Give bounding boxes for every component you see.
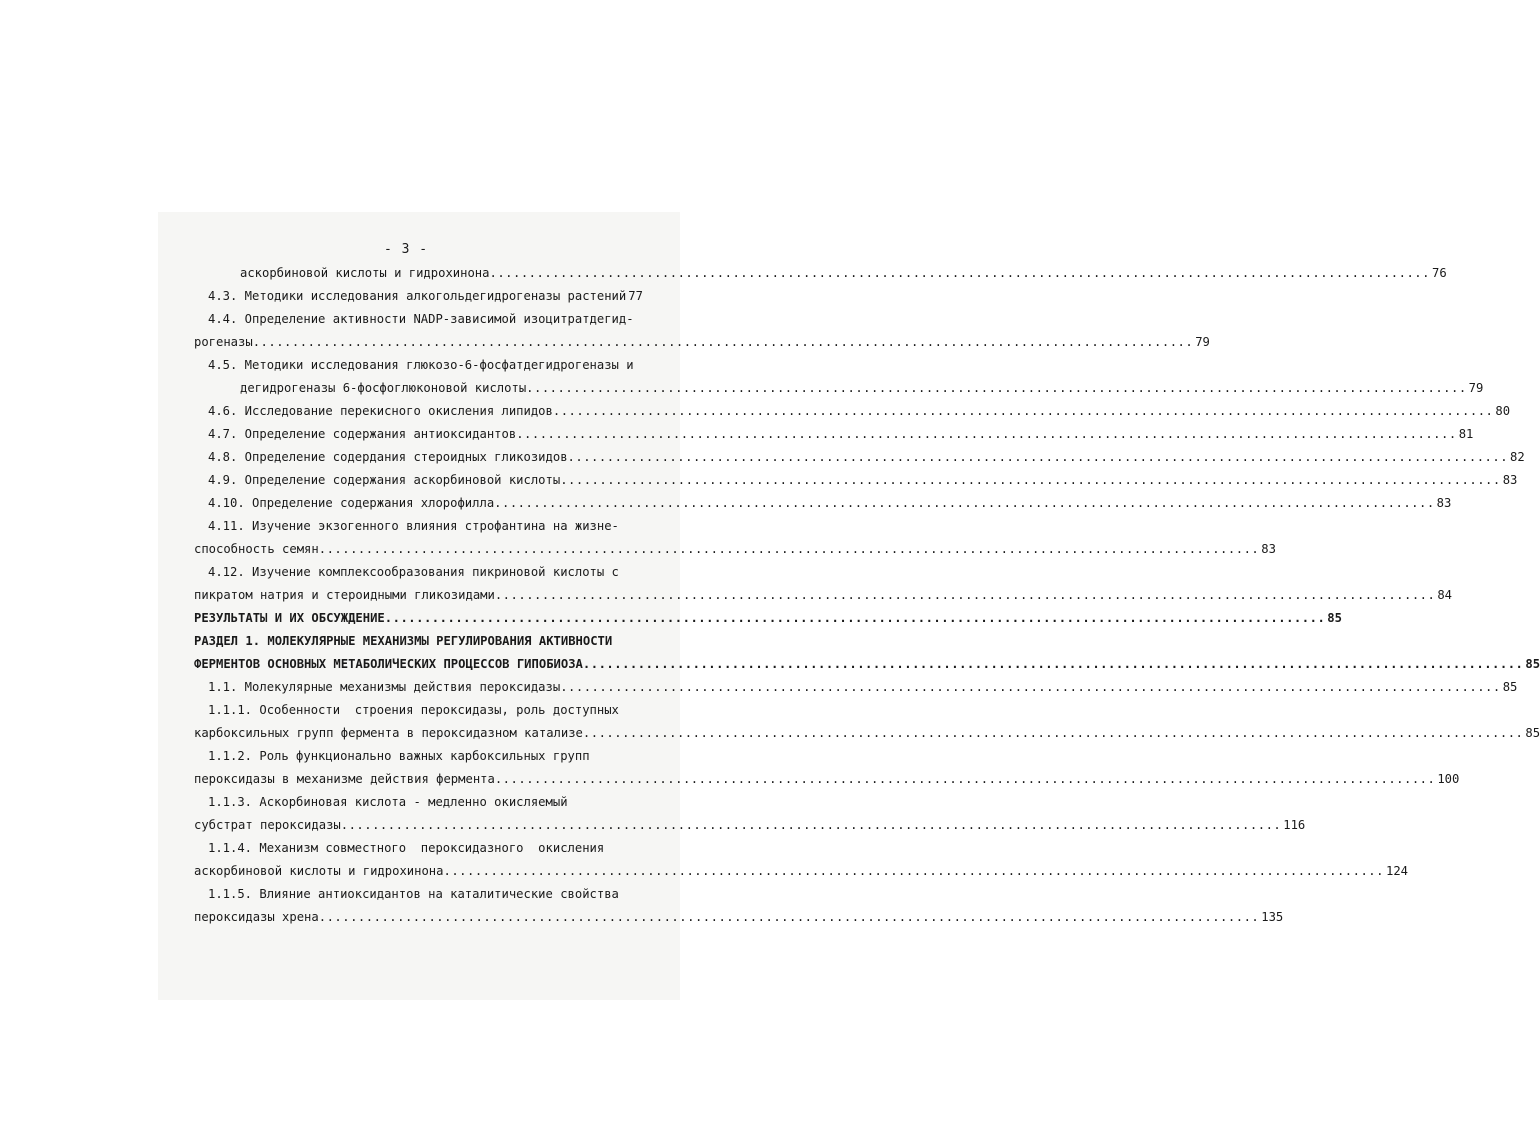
toc-entry: пикратом натрия и стероидными гликозидами ..... 84 <box>194 588 640 603</box>
toc-entry: 1.1.3. Аскорбиновая кислота - медленно окисляемый <box>208 795 568 809</box>
toc-entry: дегидрогеназы 6-фосфоглюконовой кислоты ..... 79 <box>240 381 640 396</box>
toc-entry: 4.3. Методики исследования алкогольдегидрогеназы растений 77 <box>208 289 643 303</box>
toc-entry: 4.8. Определение содердания стероидных гликозидов ..... 82 <box>208 450 640 465</box>
toc-entry: 1.1.1. Особенности строения пероксидазы, роль доступных <box>208 703 619 717</box>
paper-sheet <box>158 212 680 1000</box>
toc-entry: 4.12. Изучение комплексообразования пикриновой кислоты с <box>208 565 619 579</box>
toc-entry: аскорбиновой кислоты и гидрохинона ..... 124 <box>194 864 640 879</box>
toc-entry: 1.1.5. Влияние антиоксидантов на каталитические свойства <box>208 887 619 901</box>
toc-entry: 4.11. Изучение экзогенного влияния строфантина на жизне- <box>208 519 619 533</box>
toc-entry: 4.4. Определение активности NADP-зависимой изоцитратдегид- <box>208 312 634 326</box>
toc-entry: пероксидазы хрена ..... 135 <box>194 910 640 925</box>
toc-entry: 1.1. Молекулярные механизмы действия пероксидазы ..... 85 <box>208 680 640 695</box>
toc-entry: 4.7. Определение содержания антиоксидантов ..... 81 <box>208 427 640 442</box>
page-number: - 3 - <box>384 242 429 257</box>
toc-entry: рогеназы ..... 79 <box>194 335 640 350</box>
toc-entry: карбоксильных групп фермента в пероксидазном катализе ..... 85 <box>194 726 640 741</box>
toc-entry: способность семян ..... 83 <box>194 542 640 557</box>
toc-entry: пероксидазы в механизме действия фермента ..... 100 <box>194 772 640 787</box>
toc-entry: 4.5. Методики исследования глюкозо-6-фосфатдегидрогеназы и <box>208 358 634 372</box>
toc-entry: аскорбиновой кислоты и гидрохинона ..... 76 <box>240 266 640 281</box>
toc-section-heading: ФЕРМЕНТОВ ОСНОВНЫХ МЕТАБОЛИЧЕСКИХ ПРОЦЕССОВ ГИПОБИОЗА ..... 85 <box>194 657 640 672</box>
toc-entry: 4.6. Исследование перекисного окисления липидов ..... 80 <box>208 404 640 419</box>
toc-entry: 4.10. Определение содержания хлорофилла ..... 83 <box>208 496 640 511</box>
toc-entry: 1.1.2. Роль функционально важных карбоксильных групп <box>208 749 590 763</box>
toc-entry: 1.1.4. Механизм совместного пероксидазного окисления <box>208 841 605 855</box>
toc-section-heading: РАЗДЕЛ 1. МОЛЕКУЛЯРНЫЕ МЕХАНИЗМЫ РЕГУЛИРОВАНИЯ АКТИВНОСТИ <box>194 634 613 648</box>
toc-section-heading: РЕЗУЛЬТАТЫ И ИХ ОБСУЖДЕНИЕ ..... 85 <box>194 611 640 626</box>
toc-entry: 4.9. Определение содержания аскорбиновой кислоты ..... 83 <box>208 473 640 488</box>
toc-entry: субстрат пероксидазы ..... 116 <box>194 818 640 833</box>
